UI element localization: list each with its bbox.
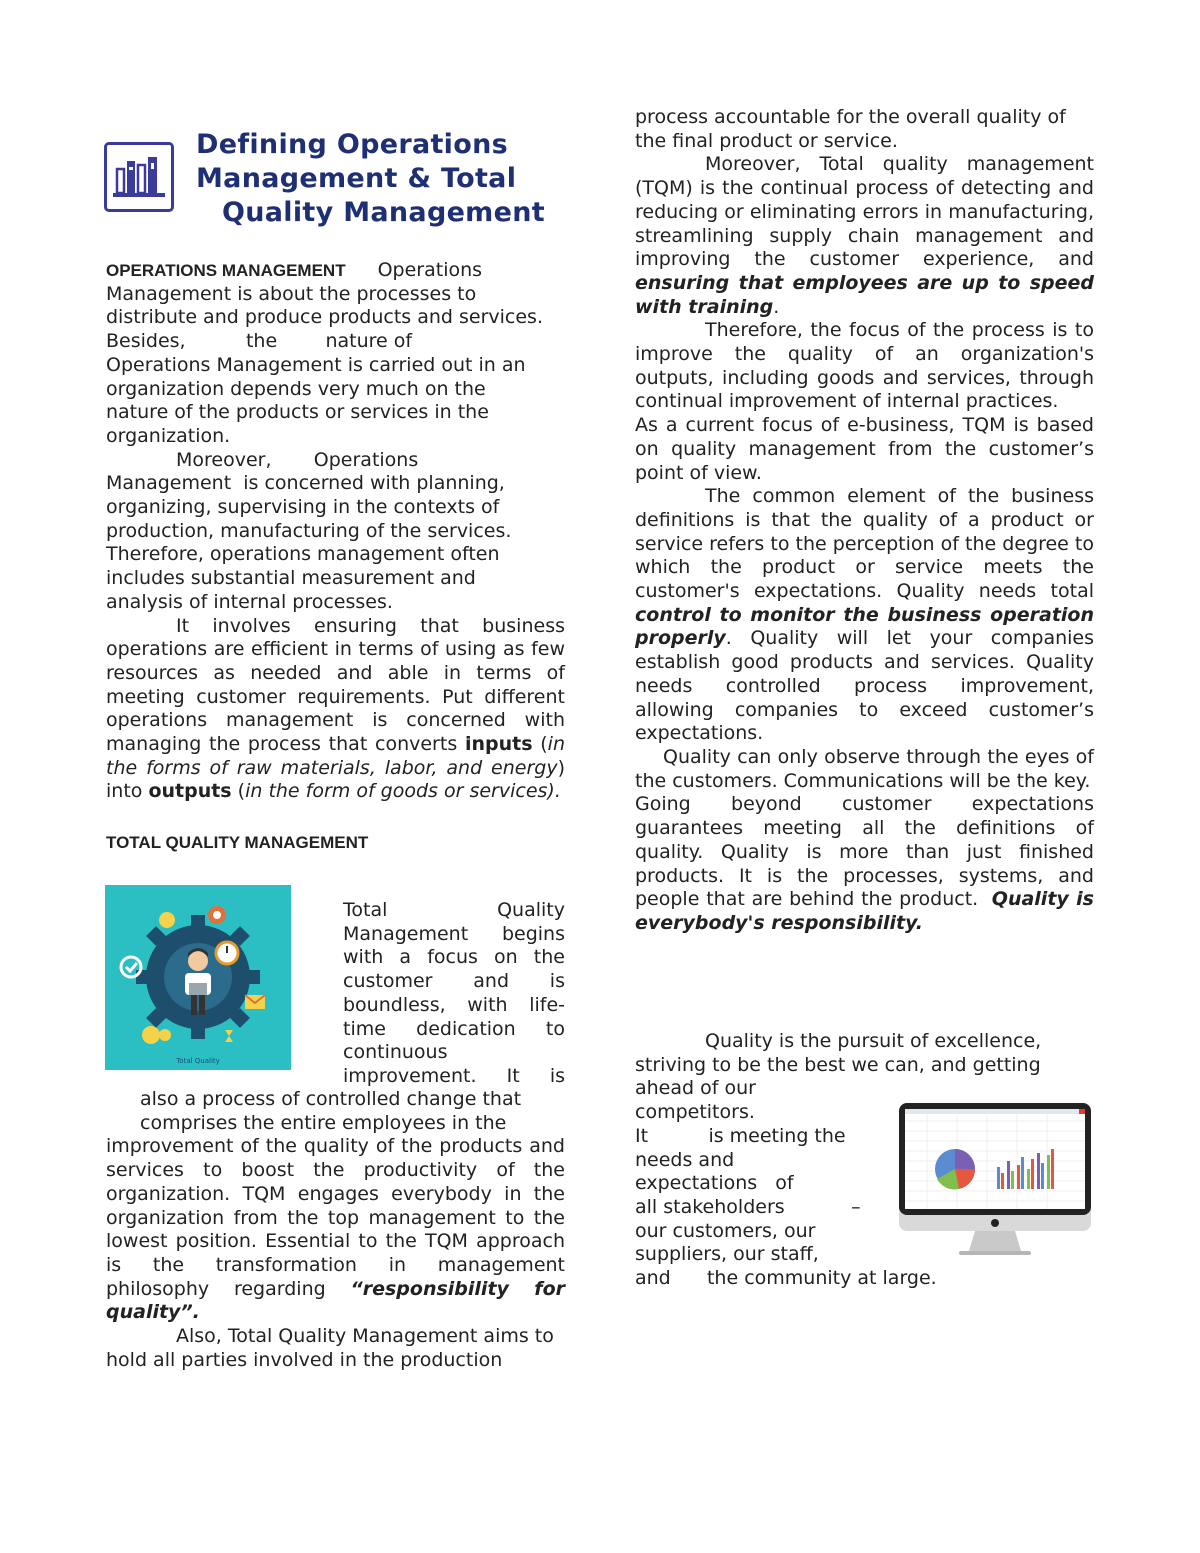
left-column bbox=[106, 259, 565, 855]
r-paragraph-5: Quality can only observe through the eyes of the customers. Communications will be the key. bbox=[635, 745, 1094, 792]
om-p3-text: ( bbox=[231, 780, 246, 803]
quote-line: expectations of bbox=[635, 1172, 794, 1195]
tqm-side-text bbox=[343, 899, 565, 1089]
r-p1-text: . bbox=[773, 295, 780, 318]
quote-line: all stakeholders – bbox=[635, 1195, 861, 1218]
quote-line: striving to be the best we can, and getting bbox=[635, 1053, 1041, 1076]
quote-line: and the community at large. bbox=[635, 1267, 937, 1290]
r-p4-emphasis: control to monitor the business operation properly bbox=[635, 603, 1094, 650]
r-paragraph-3: As a current focus of e-business, TQM is based on quality management from the customer’s point of view. bbox=[635, 414, 1094, 484]
om-p3-text: It involves ensuring that business operations are efficient in terms of using as few resources as needed and able in terms of meeting customer requirements. Put different operations management is concerned with managing the process that converts bbox=[106, 614, 565, 756]
title-line-3: Quality Management bbox=[222, 197, 545, 228]
om-p2-line: organizing, supervising in the contexts of bbox=[106, 496, 500, 519]
inputs-term: inputs bbox=[464, 733, 533, 756]
tqm-side-paragraph: Total Quality Management begins with a focus on the customer and is boundless, with life-time dedication to continuous improvement. It is bbox=[343, 899, 565, 1087]
r-paragraph-0: process accountable for the overall quality of the final product or service. bbox=[635, 106, 1066, 152]
page-title bbox=[196, 128, 545, 230]
inputs-examples: in the forms of raw materials, labor, and energy bbox=[106, 733, 565, 779]
om-p2-line: Therefore, operations management often bbox=[106, 543, 500, 566]
om-p2-line: Management is concerned with planning, bbox=[106, 472, 505, 495]
quote-line: It is meeting the bbox=[635, 1124, 846, 1147]
om-p2-line: analysis of internal processes. bbox=[106, 590, 393, 613]
quote-line: suppliers, our staff, bbox=[635, 1243, 819, 1266]
om-p2-line: production, manufacturing of the services. bbox=[106, 519, 512, 542]
quote-line: competitors. bbox=[635, 1101, 755, 1124]
om-paragraph-3 bbox=[106, 615, 565, 805]
r-p4-text: The common element of the business definitions is that the quality of a product or service refers to the perception of the degree to which the product or service meets the customer's expectations. Quality needs total bbox=[635, 485, 1094, 603]
responsibility-for-quality: “responsibility for quality”. bbox=[106, 1277, 565, 1324]
tqm-heading: TOTAL QUALITY MANAGEMENT bbox=[106, 833, 369, 853]
r-p6-text: Going beyond customer expectations guarantees meeting all the definitions of quality. Quality is more than just finished products. It is the processes, systems, and people that are behind the product. bbox=[635, 793, 1101, 911]
tqm-paragraph-2: Also, Total Quality Management aims to hold all parties involved in the production bbox=[106, 1325, 554, 1371]
quote-line: needs and bbox=[635, 1148, 735, 1171]
om-p1-line: Operations Management is carried out in an bbox=[106, 353, 526, 376]
title-line-2: Management & Total bbox=[196, 163, 517, 194]
r-p4-text: . Quality will let your companies establish good products and services. Quality needs controlled process improvement, allowing companies to exceed customer’s expectations. bbox=[635, 627, 1094, 745]
r-paragraph-6 bbox=[635, 793, 1101, 935]
r-p1-emphasis: ensuring that employees are up to speed with training bbox=[635, 271, 1094, 318]
r-p6-emphasis: Quality is everybody's responsibility. bbox=[635, 888, 1094, 934]
om-p1-lead: Operations bbox=[377, 259, 483, 281]
om-p1-line: nature of the products or services in the bbox=[106, 401, 489, 424]
om-p1-line: organization depends very much on the bbox=[106, 377, 486, 400]
om-p1-line: organization. bbox=[106, 424, 231, 447]
r-paragraph-4 bbox=[635, 485, 1094, 746]
outputs-examples: in the form of goods or services). bbox=[245, 780, 561, 803]
illustration-caption: Total Quality bbox=[176, 1057, 220, 1065]
right-column bbox=[635, 106, 1101, 936]
tqm-paragraph bbox=[106, 1135, 565, 1325]
tqm-line: comprises the entire employees in the bbox=[140, 1111, 507, 1134]
om-p3-text: ( bbox=[532, 733, 548, 756]
om-p1-line: Besides, the nature of bbox=[106, 330, 413, 353]
tqm-body bbox=[106, 1088, 565, 1372]
quote-line: our customers, our bbox=[635, 1219, 816, 1242]
om-heading: OPERATIONS MANAGEMENT bbox=[106, 261, 346, 280]
om-p2-line: includes substantial measurement and bbox=[106, 567, 476, 590]
om-p1-line: Management is about the processes to bbox=[106, 282, 477, 305]
om-p3-text: ) into bbox=[106, 756, 565, 803]
quote-line: Quality is the pursuit of excellence, bbox=[705, 1030, 1042, 1052]
tqm-gear-illustration bbox=[105, 885, 291, 1070]
title-line-1: Defining Operations bbox=[196, 129, 508, 160]
r-paragraph-2: Therefore, the focus of the process is to improve the quality of an organization's outputs, including goods and services, through continual improvement of internal practices. bbox=[635, 319, 1094, 413]
books-logo-icon bbox=[104, 142, 174, 212]
tqm-text: improvement of the quality of the products and services to boost the productivity of the organization. TQM engages everybody in the organization from the top management to the lowest position. Essential to the TQM approach is the transformation in management philosophy regarding bbox=[106, 1135, 565, 1300]
om-p1-line: distribute and produce products and services. bbox=[106, 306, 543, 329]
quote-line: ahead of our bbox=[635, 1077, 756, 1100]
computer-monitor-charts-icon bbox=[897, 1101, 1093, 1257]
tqm-line: also a process of controlled change that bbox=[140, 1088, 522, 1110]
r-paragraph-1 bbox=[635, 153, 1094, 319]
outputs-term: outputs bbox=[148, 780, 232, 803]
r-p1-text: Moreover, Total quality management (TQM) is the continual process of detecting and reducing or eliminating errors in manufacturing, streamlining supply chain management and improving the customer experience, and bbox=[635, 153, 1094, 271]
om-p2-line: Moreover, Operations bbox=[176, 448, 419, 471]
